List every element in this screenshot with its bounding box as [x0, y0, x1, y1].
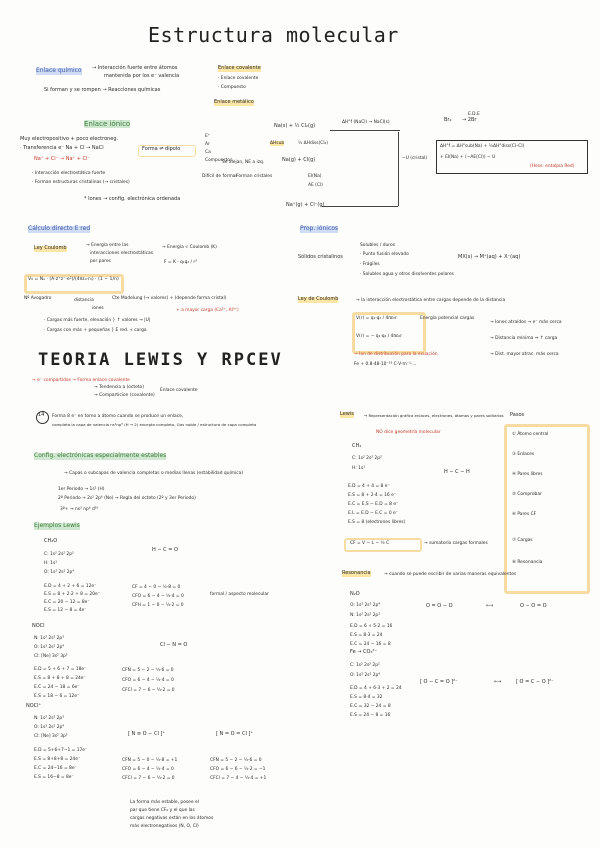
res-m1: N₂O	[350, 591, 360, 597]
lewis-right-molecule: CH₄	[352, 443, 362, 449]
lewis-step-5: E.S = 8 (electrones libres)	[348, 520, 406, 525]
lewis-right-config-2: H: 1s¹	[352, 466, 366, 471]
m3-note-2: par que tiene CF₀ y el que las	[130, 808, 195, 813]
lewis-a3: → Comparticion (covalente)	[94, 393, 155, 398]
regla-line2: completa la capa de valencia ns²np⁶ (H → 2) excepto completo, Gas noble / estructura de capa completa	[52, 422, 257, 427]
forma-item-4: Compuestos	[205, 158, 233, 163]
m2-e1: E.D = 5 + 6 + 7 = 18e⁻	[34, 667, 87, 672]
res-m2-e2: E.S = 8·4 = 32	[350, 695, 383, 700]
page-title: Estructura molecular	[148, 23, 399, 47]
paso-8: ⑧ Resonancia	[512, 560, 543, 565]
lewis-right-config-1: C: 1s² 2s² 2p²	[352, 456, 382, 461]
config-desc: → Capas o subcapas de valencia completas o medias llenas (estabilidad química)	[64, 471, 244, 476]
bh-br2-label: E.D.E	[468, 112, 480, 117]
coulomb-v2: V(r) = − q₁·q₂ / 4πε₀r	[356, 334, 402, 339]
ley-desc-3: por pares	[90, 259, 111, 264]
m3-f2: CFO = 6 − 4 − ½·4 = 0	[122, 767, 174, 772]
enlace-quimico-label: Enlace químico	[36, 67, 82, 74]
bh-eq3: (Hess: entalpía Red)	[530, 164, 575, 169]
m1-f3: CFH = 1 − 0 − ½·2 = 0	[132, 603, 184, 608]
forma-item-2: Ar	[205, 142, 210, 147]
m3-e3: E.C = 24−16 = 8e⁻	[34, 766, 77, 771]
m3-f2-3: CFCl = 7 − 4 − ½·4 = +1	[210, 776, 267, 781]
lewis-a4: Enlace covalente	[160, 388, 198, 393]
m3-f1: CFN = 5 − 0 − ½·8 = +1	[122, 758, 178, 763]
forma-item-6: Difícil de formar	[202, 174, 238, 179]
m1-structure: H − C = O	[152, 547, 178, 553]
bh-br2-result: → 2Br	[462, 117, 477, 123]
m2-e4: E.S = 18 − 6 = 12e⁻	[34, 694, 80, 699]
m3-config-2: O: 1s² 2s² 2p⁴	[34, 725, 65, 730]
m2-config-2: O: 1s² 2s² 2p⁴	[34, 645, 65, 650]
resonancia-desc: → cuando se puede escribir de varias maneras equivalentes	[384, 572, 517, 577]
enlace-covalente-label: Enlace covalente	[218, 65, 261, 71]
ley-desc-1: → Energía entre las	[86, 243, 129, 248]
m2-e3: E.C = 24 − 18 = 6e⁻	[34, 685, 80, 690]
prop-eq: MX(s) → M⁺(aq) + X⁻(aq)	[458, 254, 521, 260]
carbonate-struct-1: [ O − C = O ]²⁻	[420, 679, 458, 685]
paso-7: ⑦ Cargas	[512, 538, 533, 543]
prop-item-2: · Punto fusión elevado	[360, 252, 409, 257]
enlace-quimico-l3: Si forman y se rompen → Reacciones químicas	[44, 87, 161, 93]
m1-note: formal / aspecto molecular	[210, 592, 269, 597]
m3-formula: NOCl⁺	[26, 703, 42, 709]
enlace-metalico-label: Enlace metálico	[214, 99, 254, 105]
m2-e2: E.S = 8 + 8 + 8 = 24e⁻	[34, 676, 86, 681]
regla-line1: Forma 8 e⁻ en torno a átomo cuando se produce un enlace,	[52, 414, 184, 419]
bh-r4: EI(Na)	[308, 174, 322, 179]
res-m2-e4: E.S = 24 − 8 = 16	[350, 713, 391, 718]
ionico-l3: Na⁺ + Cl⁻ → Na⁺ + Cl⁻	[34, 156, 91, 162]
paso-3: ③ Enlaces	[512, 452, 535, 457]
ionico-config: * Iones → config. electrónica ordenada	[84, 196, 181, 202]
m1-config-1: C: 1s² 2s² 2p²	[44, 552, 74, 557]
res-m2-config-1: C: 1s² 2s² 2p²	[350, 663, 380, 668]
res-m2-config-2: O: 1s² 2s² 2p⁴	[350, 673, 381, 678]
res-m2-e1: E.D = 4 + 6·3 + 2 = 24	[350, 686, 402, 691]
m1-e2: E.S = 8 + 2·2 + 8 = 20e⁻	[44, 592, 101, 597]
bh-r2b: ½ ΔHdiss(Cl₂)	[298, 141, 329, 146]
carbonate-arrow: ⟷	[494, 679, 502, 685]
m1-config-2: H: 1s¹	[44, 561, 58, 566]
m3-note-1: La forma más estable, posee el	[130, 800, 199, 805]
lewis-right-warn: NO dice geometría molecular	[376, 430, 441, 435]
bl-desc-2: distancia	[74, 298, 94, 303]
enlace-quimico-l1: → Interacción fuerte entre átomos	[92, 65, 178, 71]
m1-e4: E.S = 12 − 8 = 4e⁻	[44, 608, 87, 613]
m1-formula: CH₂O	[44, 538, 58, 544]
res-struct-2: O − O = O	[520, 603, 547, 609]
res-m1-e1: E.D = 6 + 5·2 = 16	[350, 624, 393, 629]
lewis-right-desc: → Representación gráfica enlaces, electrones, átomos y pares solitarios	[364, 413, 504, 418]
m3-f2-2: CFO = 6 − 6 − ½·2 = −1	[210, 767, 266, 772]
m3-structure-1: [ N ≡ O − Cl ]⁺	[128, 731, 166, 737]
regla-number: 14	[38, 412, 45, 418]
coulomb-note-2: → Distancia mínima ⇒ ↑ carga	[490, 336, 558, 341]
m3-config-1: N: 1s² 2s² 2p³	[34, 716, 64, 721]
ley-coulomb2-label: Ley de Coulomb	[298, 296, 339, 302]
lewis-step-4: E.L = E.D − E.C = 0 e⁻	[348, 511, 399, 516]
solidos-cristalinos: Sólidos cristalinos	[298, 254, 343, 260]
bh-r6: Na⁺(g) + Cl⁻(g)	[286, 202, 325, 208]
res-m2-e3: E.C = 32 − 24 = 8	[350, 704, 391, 709]
m3-structure-2: [ N = O = Cl ]⁺	[216, 731, 254, 737]
paso-1: ① Átomo central	[512, 432, 549, 437]
m3-note-3: cargas negativas están en los átomos	[130, 816, 214, 821]
m1-f2: CFO = 6 − 4 − ½·4 = 0	[132, 594, 184, 599]
ionico-l2: · Transferencia e⁻ Na + Cl → NaCl	[20, 145, 104, 151]
paso-6: ⑥ Pares CF	[512, 512, 537, 517]
m1-config-3: O: 1s² 2s² 2p⁴	[44, 570, 75, 575]
prop-item-4: · Solubles agua y otros disolventes polares	[360, 272, 454, 277]
pasos-box	[504, 424, 590, 594]
coulomb-note-3: → Dist. mayor atrac. más cerca	[490, 352, 559, 357]
bh-r2: ΔHsub	[270, 141, 285, 146]
cf-note: → sumatorio cargas formales	[424, 541, 488, 546]
periodo-3: 3º+ → ns² np⁶ d¹⁰	[60, 507, 99, 512]
bh-eq2: + EI(Na) + (−AE(Cl)) − U	[440, 155, 496, 160]
lewis-step-2: E.S = 8 + 2·4 = 16 e⁻	[348, 493, 397, 498]
ionico-l5: · Forman estructuras cristalinas (→ cristales)	[32, 180, 130, 185]
ley-note: → Energía ∝ Coulomb (K)	[162, 245, 217, 250]
enlace-tipo-1: · Enlace covalente	[218, 76, 259, 81]
bl-c3: + a mayor carga (Ca²⁺, Al³⁺)	[176, 308, 239, 313]
m3-f3: CFCl = 7 − 6 − ½·2 = 0	[122, 776, 175, 781]
bh-r1: Na(s) + ½ Cl₂(g)	[274, 123, 316, 129]
m2-config-3: Cl: [Ne] 3s² 3p⁵	[34, 654, 68, 659]
bh-r7: −U (cristal)	[402, 156, 428, 161]
resonancia-label: Resonancia	[342, 570, 371, 576]
lewis-a2: → Tendencia a (octeto)	[94, 385, 144, 390]
ley-desc-2: interacciones electrostáticas	[90, 251, 154, 256]
res-m1-config-1: O: 1s² 2s² 2p⁴	[350, 603, 381, 608]
bl-desc-1: Nº Avogadro	[24, 296, 52, 301]
ionico-l1: Muy electropositivo + poco electroneg.	[20, 136, 119, 142]
coulomb-v2-note: → Ion de distribución para la ecuación	[354, 352, 438, 357]
bl-desc-3: iones	[92, 306, 104, 311]
bh-br2: Br₂	[444, 117, 452, 123]
coulomb-v1-note: Energía potencial cargas	[420, 316, 475, 321]
lewis-step-3: E.C = E.S − E.D = 8 e⁻	[348, 502, 399, 507]
m2-f3: CFCl = 7 − 6 − ½·2 = 0	[122, 688, 175, 693]
m3-note-4: más electronegativos (N, O, Cl)	[130, 824, 199, 829]
prop-item-1: Solubles / duros	[360, 243, 395, 248]
ejemplos-label: Ejemplos Lewis	[34, 522, 80, 529]
paso-5: ⑤ Comprobar	[512, 492, 542, 497]
forma-item-7: Forman cristales	[236, 174, 273, 179]
ley-coulomb2-desc: → la interacción electrostática entre cargas depende de la distancia	[356, 298, 506, 303]
res-struct-1: O = O − O	[426, 603, 453, 609]
born-lande-formula: V₀ = Nₐ · (A·z⁺z⁻·e²)/(4πε₀·r₀) · (1 − 1/n)	[28, 277, 119, 282]
bh-arrow-top	[330, 130, 400, 131]
coulomb-v1: V(r) = q₁·q₂ / 4πε₀r	[356, 316, 397, 321]
ley-coulomb-label: Ley Coulomb	[34, 245, 67, 251]
forma-item-5: Se alejan, NE a izq.	[222, 160, 265, 165]
periodo-2: 2º Periodo → 2s² 2p⁶ (Ne) → Regla del octeto (2º y 3er Periodo)	[58, 496, 196, 501]
cf-formula: CF = V − L − ½ C	[350, 541, 390, 546]
enlace-quimico-l2: mantenida por los e⁻ valencia	[104, 73, 180, 79]
paso-4: ④ Pares libres	[512, 472, 543, 477]
m2-f1: CFN = 5 − 2 − ½·6 = 0	[122, 668, 174, 673]
lewis-a1: → e⁻ compartidos → Forma enlace covalente	[32, 378, 130, 383]
born-lande-label: Cálculo directo E red	[28, 225, 91, 232]
res-m1-config-2: N: 1s² 2s² 2p³	[350, 613, 380, 618]
forma-item-1: E⁺	[205, 134, 211, 139]
coulomb-v3: Fe + 0.8·48·10⁻¹⁹ C·V·m⁻¹·...	[354, 362, 417, 367]
coulomb-note-1: → Iones atraídos → e⁻ más cerca	[490, 320, 562, 325]
ionico-l4: · Interacción electrostática fuerte	[32, 171, 106, 176]
bh-r3: Na(g) + Cl(g)	[282, 157, 316, 163]
res-m1-e2: E.S = 8·3 = 24	[350, 633, 383, 638]
m2-formula: NOCl	[32, 623, 45, 629]
lewis-pasos-label: Pasos	[510, 412, 525, 418]
bl-desc-4: Cte Madelung (→ valores) + (depende forma cristal)	[112, 296, 227, 301]
m1-e3: E.C = 20 − 12 = 8e⁻	[44, 600, 90, 605]
m3-f2-1: CFN = 5 − 2 − ½·6 = 0	[210, 758, 262, 763]
bh-eq1: ΔH°f = ΔH°sub(Na) + ½ΔH°diss(Cl–Cl)	[440, 144, 525, 149]
lewis-title: TEORIA LEWIS Y RPCEV	[38, 350, 283, 370]
bh-arrow-bottom	[322, 206, 398, 207]
res-arrow: ⟷	[486, 603, 494, 609]
m1-f1: CF = 4 − 0 − ½·8 = 0	[132, 585, 181, 590]
m1-e1: E.D = 4 + 2 + 6 = 12e⁻	[44, 584, 97, 589]
bl-c1: · Cargas más fuerte, elevación } ↑ valores → |U|	[44, 318, 151, 323]
enlace-tipo-2: · Compuesto	[218, 85, 246, 90]
m3-e4: E.S = 16−8 = 8e⁻	[34, 775, 74, 780]
m3-e2: E.S = 8+8+8 = 24e⁻	[34, 757, 81, 762]
config-estables-label: Config. electrónicas especialmente estables	[34, 452, 167, 459]
bh-arrow-vert	[398, 132, 399, 206]
res-m1-e3: E.C = 24 − 16 = 8	[350, 642, 391, 647]
m2-structure: Cl − N = O	[160, 642, 188, 648]
prop-ionicos-label: Prop. iónicos	[300, 225, 339, 232]
carbonate-struct-2: [ O = C − O ]²⁻	[516, 679, 554, 685]
ch4-structure: H − C − H	[444, 469, 470, 475]
m2-config-1: N: 1s² 2s² 2p³	[34, 636, 64, 641]
ley-eq: F = K · q₁q₂ / r²	[164, 260, 197, 265]
forma-item-3: Ca	[205, 150, 211, 155]
m3-config-3: Cl: [Ne] 3s² 3p⁵	[34, 734, 68, 739]
lewis-right-label: Lewis	[340, 411, 354, 417]
forma-dipolo: Forma ⇌ dipolo	[142, 146, 181, 152]
periodo-1: 1er Periodo → 1s² (H)	[58, 487, 105, 492]
m3-e1: E.D = 5+6+7−1 = 17e⁻	[34, 748, 88, 753]
bh-r1b: ΔH°f (NaCl) → NaCl(s)	[342, 120, 390, 125]
m2-f2: CFO = 6 − 4 − ½·4 = 0	[122, 678, 174, 683]
prop-item-3: · Frágiles	[360, 262, 380, 267]
bl-c2: · Cargas con más + pequeñas } E red. ∝ carga	[44, 328, 147, 333]
bh-r5: AE (Cl)	[308, 183, 323, 188]
enlace-ionico-label: Enlace iónico	[84, 120, 131, 128]
lewis-step-1: E.D = 4 + 4 = 8 e⁻	[348, 484, 390, 489]
res-m2: Fe → CO₃²⁻	[350, 649, 378, 655]
